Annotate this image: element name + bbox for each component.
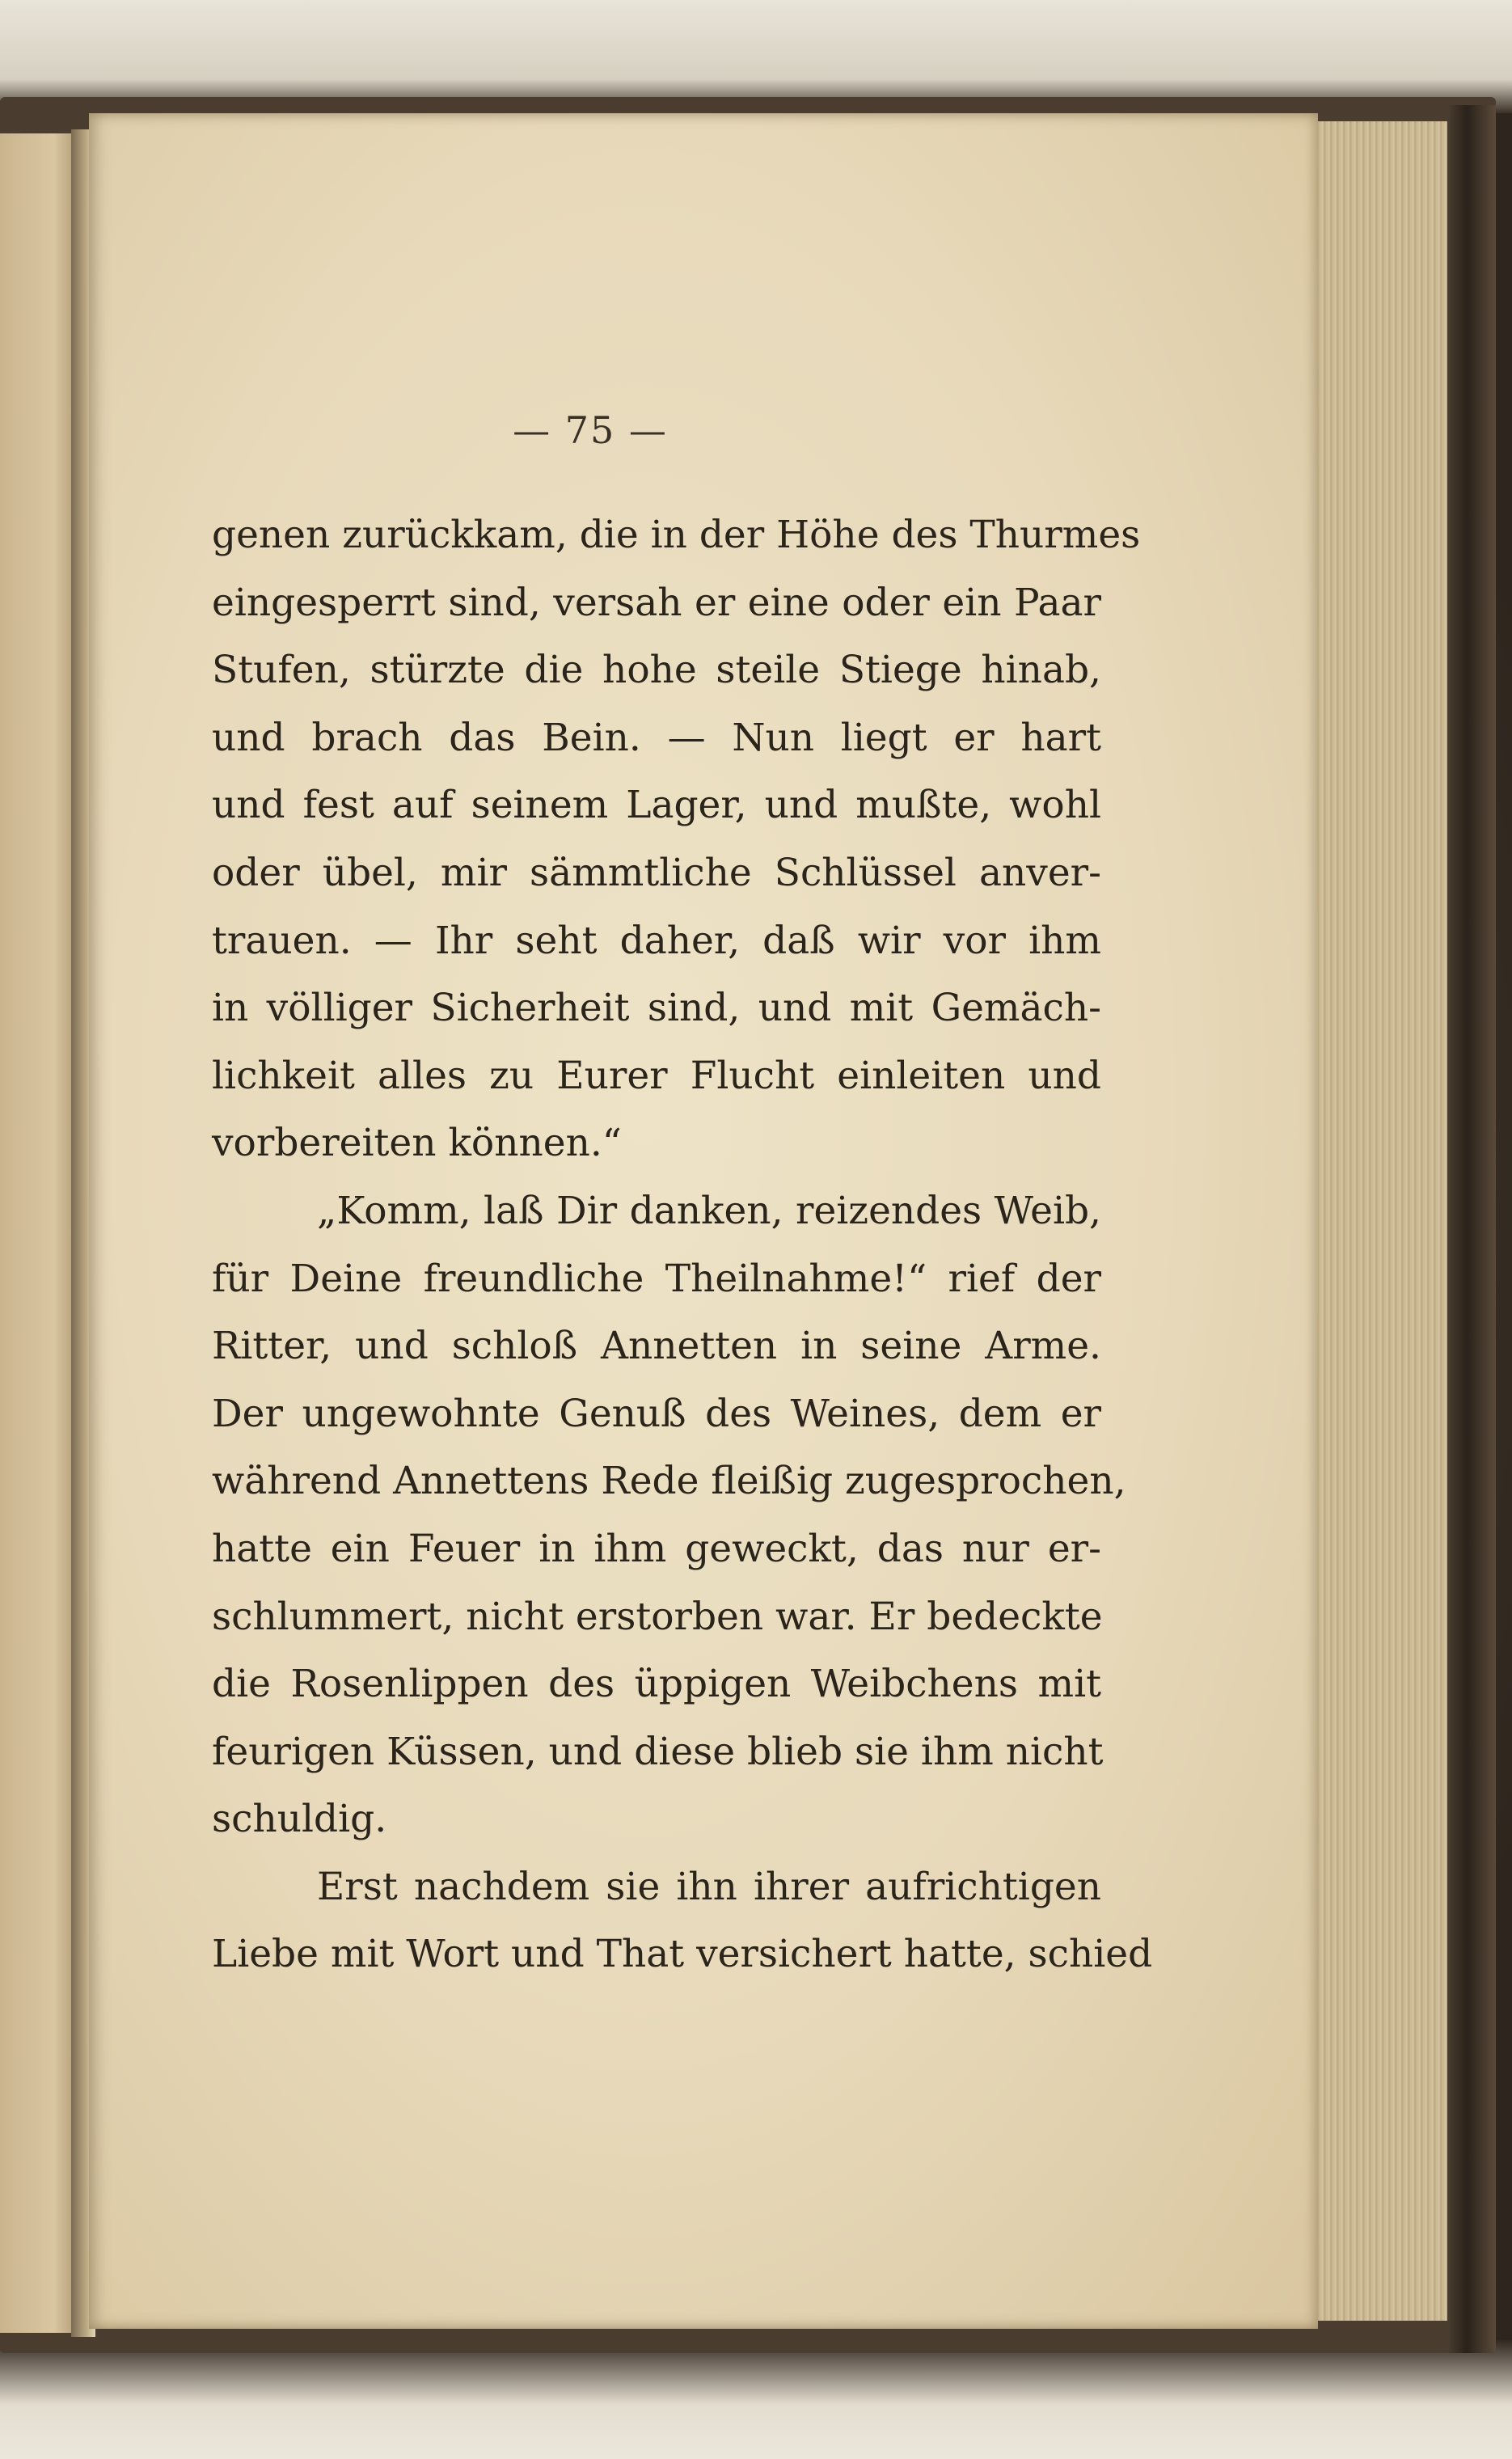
text-line: Stufen, stürzte die hohe steile Stiege hinab, <box>212 648 1101 693</box>
text-line: in völliger Sicherheit sind, und mit Gemäch- <box>212 986 1101 1031</box>
background-top <box>0 0 1512 113</box>
text-line: feurigen Küssen, und diese blieb sie ihm nicht <box>212 1729 1104 1774</box>
text-line: schlummert, nicht erstorben war. Er bedeckte <box>212 1594 1103 1639</box>
body-text <box>212 501 1153 1988</box>
page-block-edges <box>1314 121 1451 2321</box>
text-line: und brach das Bein. — Nun liegt er hart <box>212 715 1101 760</box>
background-bottom <box>0 2338 1512 2459</box>
left-page-edge <box>0 133 77 2333</box>
text-line: hatte ein Feuer in ihm geweckt, das nur er- <box>212 1526 1101 1571</box>
text-line: für Deine freundliche Theilnahme!“ rief der <box>212 1256 1101 1301</box>
text-line: lichkeit alles zu Eurer Flucht einleiten und <box>212 1053 1101 1098</box>
page-number: — 75 — <box>513 408 668 452</box>
text-line: während Annettens Rede fleißig zugesprochen, <box>212 1459 1126 1504</box>
text-line: schuldig. <box>212 1797 387 1842</box>
text-line: Ritter, und schloß Annetten in seine Arme. <box>212 1324 1101 1369</box>
text-line: vorbereiten können.“ <box>212 1121 622 1166</box>
text-line: oder übel, mir sämmtliche Schlüssel anver- <box>212 850 1101 895</box>
text-line: und fest auf seinem Lager, und mußte, wohl <box>212 783 1101 828</box>
text-line: „Komm, laß Dir danken, reizendes Weib, <box>317 1188 1101 1233</box>
text-line: die Rosenlippen des üppigen Weibchens mit <box>212 1662 1101 1707</box>
text-line: trauen. — Ihr seht daher, daß wir vor ihm <box>212 918 1101 963</box>
text-line: Liebe mit Wort und That versichert hatte, schied <box>212 1932 1153 1977</box>
text-line: Erst nachdem sie ihn ihrer aufrichtigen <box>317 1864 1101 1909</box>
text-line: genen zurückkam, die in der Höhe des Thurmes <box>212 513 1141 557</box>
text-line: Der ungewohnte Genuß des Weines, dem er <box>212 1391 1101 1436</box>
cover-edge <box>1447 105 1496 2353</box>
text-line: eingesperrt sind, versah er eine oder ein Paar <box>212 580 1101 625</box>
